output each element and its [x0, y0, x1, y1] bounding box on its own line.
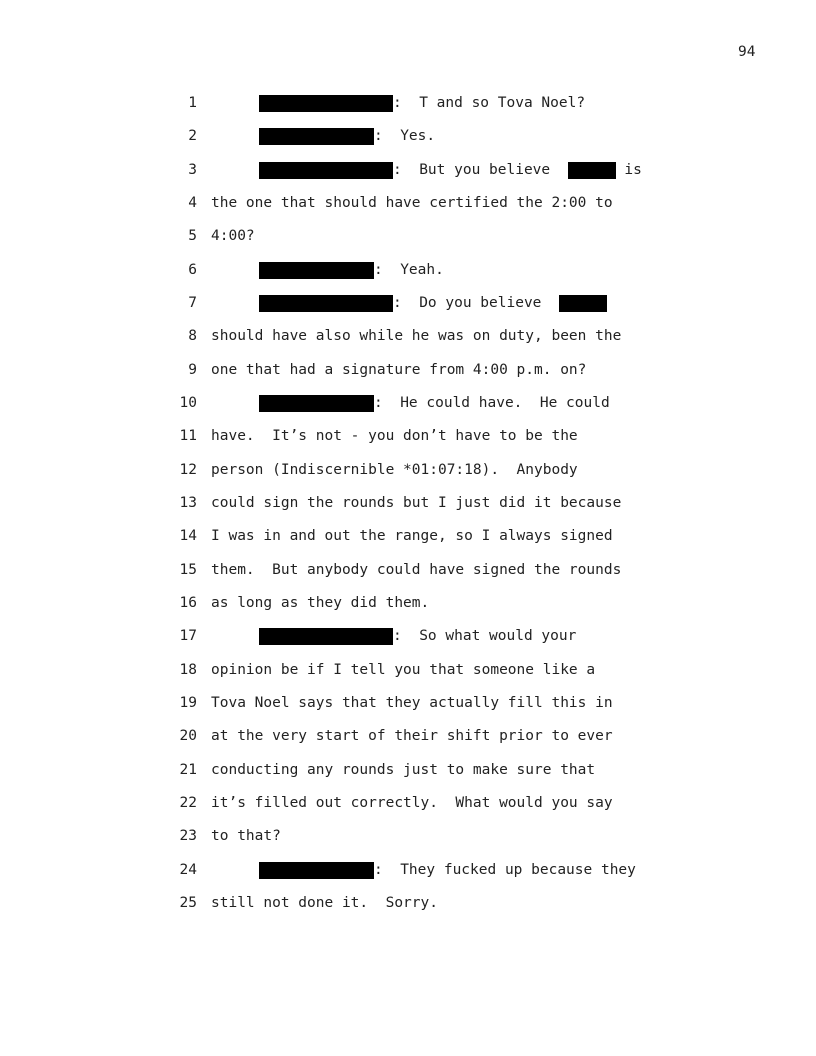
line-number: 21	[179, 762, 197, 778]
line-number: 8	[188, 328, 197, 344]
line-text: them. But anybody could have signed the rounds	[211, 562, 622, 578]
speaker-redaction	[259, 395, 374, 412]
transcript-line	[0, 660, 816, 680]
line-number: 17	[179, 628, 197, 644]
line-text: have. It’s not - you don’t have to be the	[211, 428, 578, 444]
line-text: to that?	[211, 828, 281, 844]
line-text: opinion be if I tell you that someone like a	[211, 662, 596, 678]
transcript-line	[0, 760, 816, 780]
line-text	[211, 393, 610, 413]
line-number: 20	[179, 728, 197, 744]
line-number: 7	[188, 295, 197, 311]
transcript-line	[0, 826, 816, 846]
line-segment: : So what would your	[393, 628, 577, 644]
line-segment: : They fucked up because they	[374, 862, 636, 878]
page-number: 94	[738, 44, 756, 60]
transcript-line	[0, 793, 816, 813]
line-text: 4:00?	[211, 228, 255, 244]
line-text: one that had a signature from 4:00 p.m. on?	[211, 362, 587, 378]
line-text	[211, 626, 576, 646]
line-number: 6	[188, 262, 197, 278]
transcript-line	[0, 626, 816, 646]
line-number: 24	[179, 862, 197, 878]
transcript-line	[0, 293, 816, 313]
transcript-line	[0, 860, 816, 880]
line-text: I was in and out the range, so I always signed	[211, 528, 613, 544]
name-redaction	[568, 162, 616, 179]
transcript-line	[0, 260, 816, 280]
line-text: conducting any rounds just to make sure that	[211, 762, 596, 778]
transcript-line	[0, 560, 816, 580]
speaker-redaction	[259, 262, 374, 279]
line-segment: is	[615, 162, 642, 178]
line-number: 4	[188, 195, 197, 211]
line-number: 16	[179, 595, 197, 611]
line-text: as long as they did them.	[211, 595, 430, 611]
line-segment: : Do you believe	[393, 295, 551, 311]
line-text: should have also while he was on duty, been the	[211, 328, 622, 344]
speaker-redaction	[259, 628, 393, 645]
transcript-line	[0, 393, 816, 413]
line-number: 9	[188, 362, 197, 378]
line-number: 15	[179, 562, 197, 578]
transcript-line	[0, 693, 816, 713]
transcript-line	[0, 226, 816, 246]
line-text	[211, 93, 585, 113]
line-text: still not done it. Sorry.	[211, 895, 438, 911]
line-text	[211, 260, 444, 280]
transcript-line	[0, 160, 816, 180]
transcript-line	[0, 893, 816, 913]
line-segment: : He could have. He could	[374, 395, 610, 411]
transcript-line	[0, 126, 816, 146]
transcript-line	[0, 493, 816, 513]
line-number: 25	[179, 895, 197, 911]
line-text	[211, 293, 607, 313]
line-text: it’s filled out correctly. What would you say	[211, 795, 613, 811]
transcript-line	[0, 426, 816, 446]
transcript-line	[0, 360, 816, 380]
line-segment: : But you believe	[393, 162, 559, 178]
line-number: 5	[188, 228, 197, 244]
transcript-line	[0, 593, 816, 613]
transcript-line	[0, 326, 816, 346]
speaker-redaction	[259, 162, 393, 179]
speaker-redaction	[259, 128, 374, 145]
line-number: 18	[179, 662, 197, 678]
transcript-line	[0, 93, 816, 113]
line-text: the one that should have certified the 2:00 to	[211, 195, 613, 211]
line-text: person (Indiscernible *01:07:18). Anybody	[211, 462, 578, 478]
line-number: 10	[179, 395, 197, 411]
transcript-line	[0, 460, 816, 480]
transcript-line	[0, 193, 816, 213]
speaker-redaction	[259, 95, 393, 112]
speaker-redaction	[259, 295, 393, 312]
line-segment: : Yeah.	[374, 262, 444, 278]
line-segment: : T and so Tova Noel?	[393, 95, 586, 111]
line-text	[211, 860, 636, 880]
line-number: 13	[179, 495, 197, 511]
speaker-redaction	[259, 862, 374, 879]
line-number: 14	[179, 528, 197, 544]
transcript-line	[0, 526, 816, 546]
line-text: Tova Noel says that they actually fill this in	[211, 695, 613, 711]
line-number: 11	[179, 428, 197, 444]
line-text	[211, 160, 642, 180]
line-text	[211, 126, 435, 146]
line-text: at the very start of their shift prior to ever	[211, 728, 613, 744]
line-number: 12	[179, 462, 197, 478]
transcript-line	[0, 726, 816, 746]
line-number: 22	[179, 795, 197, 811]
line-number: 1	[188, 95, 197, 111]
name-redaction	[559, 295, 607, 312]
line-text: could sign the rounds but I just did it because	[211, 495, 622, 511]
line-segment: : Yes.	[374, 128, 436, 144]
line-number: 2	[188, 128, 197, 144]
line-number: 19	[179, 695, 197, 711]
line-number: 3	[188, 162, 197, 178]
line-number: 23	[179, 828, 197, 844]
